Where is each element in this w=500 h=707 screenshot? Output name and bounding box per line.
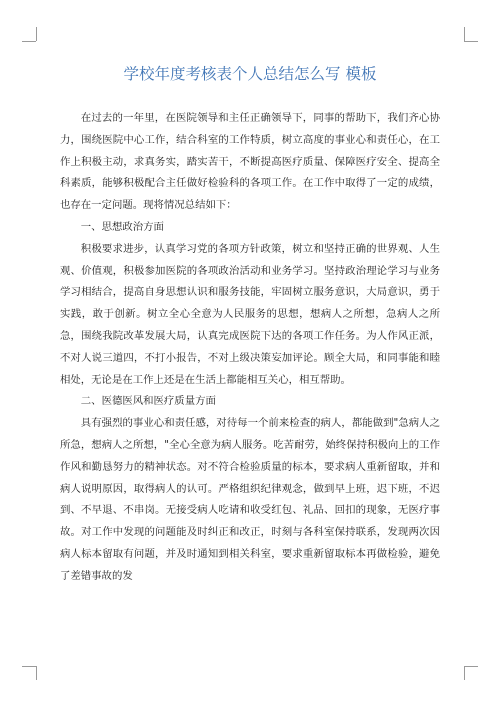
crop-mark-bottom-right-v (464, 666, 465, 680)
crop-mark-bottom-right-h (464, 666, 478, 667)
crop-mark-bottom-left-h (22, 666, 36, 667)
section-paragraph-ethics: 具有强烈的事业心和责任感，对待每一个前来检查的病人，都能做到"急病人之所急，想病人之所想，"全心全意为病人服务。吃苦耐劳，始终保持积极向上的工作作风和勤恳努力的精神状态。对不符合检验质量的标本，要求病人重新留取，并和病人说明原因，取得病人的认可。严格组织纪律观念，做到早上班，迟下班，不迟到、不早退、不串岗。无接受病人吃请和收受红包、礼品、回扣的现象，无医疗事故。对工作中发现的问题能及时纠正和改正，时刻与各科室保持联系，发现两次因病人标本留取有问题，并及时通知到相关科室，要求重新留取标本再做检验，避免了差错事故的发 (60, 417, 440, 582)
crop-mark-top-left-v (36, 27, 37, 41)
section-heading-politics: 一、思想政治方面 (80, 220, 164, 233)
section-paragraph-politics: 积极要求进步，认真学习党的各项方针政策，树立和坚持正确的世界观、人生观、价值观，积极参加医院的各项政治活动和业务学习。坚持政治理论学习与业务学习相结合，提高自身思想认识和服务技能，牢固树立服务意识，大局意识，勇于实践，敢于创新。树立全心全意为人民服务的思想，想病人之所想，急病人之所急，围绕我院改革发展大局，认真完成医院下达的各项工作任务。为人作风正派，不对人说三道四，不打小报告，不对上级决策妄加评论。顾全大局，和同事能和睦相处，无论是在工作上还是在生活上都能相互关心，相互帮助。 (60, 242, 440, 386)
document-body (60, 108, 440, 588)
crop-mark-top-left-h (22, 41, 36, 42)
crop-mark-top-right-h (464, 41, 478, 42)
crop-mark-top-right-v (464, 27, 465, 41)
section-heading-ethics: 二、医德医风和医疗质量方面 (80, 395, 216, 408)
document-title: 学校年度考核表个人总结怎么写 模板 (123, 65, 377, 83)
intro-paragraph: 在过去的一年里，在医院领导和主任正确领导下，同事的帮助下，我们齐心协力，围绕医院中心工作，结合科室的工作特质，树立高度的事业心和责任心，在工作上积极主动，求真务实，踏实苦干，不断提高医疗质量、保障医疗安全、提高全科素质，能够积极配合主任做好检验科的各项工作。在工作中取得了一定的成绩，也存在一定问题。现将情况总结如下： (60, 112, 440, 212)
crop-mark-bottom-left-v (36, 666, 37, 680)
